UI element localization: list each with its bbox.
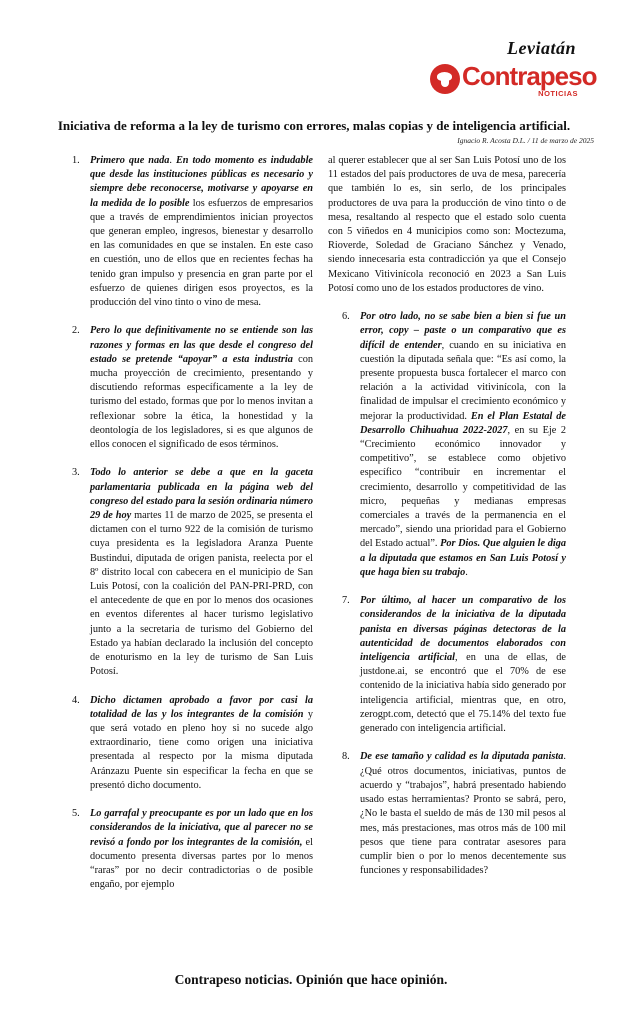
article-byline: Ignacio R. Acosta D.L. / 11 de marzo de 2025 [457, 136, 594, 145]
brand-name: Contrapeso [462, 61, 597, 91]
item-text: . [169, 155, 176, 166]
left-column [58, 154, 313, 907]
item-emphasis: En el Plan Estatal de Desarrollo Chihuahua 2022-2027 [360, 410, 567, 436]
item-text: y que será votado en pleno hoy si no sucede algo extraordinario, tiene como origen una iniciativa presentada al respecto por la misma diputada Aránzazu Puente sin especificar la fecha en que se presentó dicho documento. [90, 708, 313, 791]
item-number: 7. [342, 595, 350, 607]
contrapeso-logo [422, 60, 597, 100]
item-emphasis: Dicho dictamen aprobado a favor por casi la totalidad de las y los integrantes de la comisión [90, 694, 313, 720]
item-text: martes 11 de marzo de 2025, se presenta el dictamen con el turno 922 de la comisión de turismo cuya presidenta es la legisladora Aranza Puente Bustindui, diputada de origen panista, reelecta por el 8º distrito local con cabecera en el municipio de San Luis Potosí, con la coalición del PAN-PRI-PRD, con el antecedente de que en por lo menos dos ocasiones en eventos diferentes al hacer turismo legislativo junto a la secretaria de turismo del Gobierno del Estado ya habían declarado la inclusión del concepto de enoturismo en la ley de turismo de San Luis Potosí. [90, 510, 313, 678]
item-5-continuation [328, 154, 566, 296]
item-text: , en una de ellas, de justdone.ai, se encontró que el 70% de ese contenido de la iniciativa había sido generado por inteligencia artificial, mientras que, en otro, zerogpt.com, detectó que el 75.14% del texto fue generado con inteligencia artificial. [360, 652, 566, 735]
list-item-5 [58, 807, 313, 892]
item-emphasis: Primero que nada [90, 155, 170, 166]
item-number: 4. [72, 694, 80, 706]
list-item-1 [58, 154, 313, 310]
item-number: 5. [72, 808, 80, 820]
footer-slogan: Contrapeso noticias. Opinión que hace opinión. [174, 972, 448, 987]
item-number: 6. [342, 311, 350, 323]
item-number: 3. [72, 467, 80, 479]
list-item-6 [328, 310, 566, 580]
item-text: al querer establecer que al ser San Luis Potosí uno de los 11 estados del país productores de uva de mesa, parecería que también lo es, sin serlo, de los principales productores de uva para la producción de vino tinto o de mesa, resaltando al respecto que el estado solo cuenta con 5 viñedos en 4 municipios como son: Moctezuma, Rioverde, Soledad de Graciano Sánchez y Venado, siendo innecesaria esta contradicción ya que el Consejo Mexicano Vitivinícola reconoció en 2023 a San Luis Potosí como uno de los estados productores de vino. [328, 155, 566, 294]
red-bird-logo-icon [430, 64, 460, 94]
article-title: Iniciativa de reforma a la ley de turismo con errores, malas copias y de inteligencia artificial. [57, 118, 571, 133]
item-emphasis: Todo lo anterior se debe a que en la gaceta parlamentaria publicada en la página web del congreso del estado para la sesión ordinaria número 29 de hoy [90, 467, 313, 522]
item-text: los esfuerzos de empresarios que a través de emprendimientos inician proyectos que generan empleo, ingresos, bienestar y desarrollo en las comunidades en que se instalen. En este caso en cuestión, uno de ellos que en recientes fechas ha tenido gran impulso y presencia en gran parte por el esfuerzo de quienes dirigen esos proyectos, es la producción del vino tinto o vino de mesa. [90, 197, 313, 309]
list-item-4 [58, 694, 313, 793]
item-text: . [465, 566, 468, 578]
list-item-3 [58, 466, 313, 679]
item-text: con mucha proyección de crecimiento, presentando y discutiendo reformas específicamente a la ley de turismo del estado, formas que por lo menos invitan a reflexionar sobre la ética, la honestidad y la deontología de los legisladores, si es que algunos de ellos conocen el significado de esos términos. [90, 353, 313, 451]
item-number: 2. [72, 325, 80, 337]
list-item-8 [328, 750, 566, 878]
item-text: , en su Eje 2 “Crecimiento económico innovador y competitivo”, se establece como objetivo específico “contribuir en incrementar el crecimiento, desarrollo y competitividad de las micro, pequeñas y medianas empresas comerciales a través de la permanencia en el mercado”, siendo una prioridad para el Gobierno del Estado actual”. [360, 424, 566, 550]
list-item-2 [58, 324, 313, 452]
item-text: . ¿Qué otros documentos, iniciativas, puntos de acuerdo y “trabajos”, habrá presentado habiendo usado estas herramientas? Pronto se sabrá, pero, ¿No le basta el sueldo de más de 130 mil pesos al mes, más prestaciones, mas otros más de 100 mil pesos que tiene para contratar asesores para cumplir bien o por lo menos decentemente sus funciones y responsabilidades? [360, 751, 566, 877]
item-number: 1. [72, 155, 80, 166]
item-number: 8. [342, 751, 350, 763]
item-emphasis: En todo momento es indudable que desde las instituciones públicas es necesario y siempre debe reconocerse, motivarse y apoyarse en la medida de lo posible [90, 155, 313, 209]
item-emphasis: Por Dios. Que alguien le diga a la diputada que estamos en San Luis Potosí y que haga bien su trabajo [360, 538, 566, 578]
list-item-7 [328, 594, 566, 736]
brand-subtitle: NOTICIAS [538, 89, 578, 98]
item-emphasis: Lo garrafal y preocupante es por un lado que en los considerandos de la iniciativa, que al parecer no se revisó a fondo por los integrantes de la comisión, [90, 808, 313, 848]
item-emphasis: Por último, al hacer un comparativo de los considerandos de la iniciativa de la diputada panista en diversas páginas detectoras de la autenticidad de documentos elaborados con inteligencia artificial [360, 595, 566, 664]
item-emphasis: Por otro lado, no se sabe bien a bien si fue un error, copy – paste o un comparativo que es difícil de entender [360, 311, 566, 351]
item-text: , cuando en su iniciativa en cuestión la diputada señala que: “Es así como, la presente propuesta busca fortalecer el marco con relación a la actividad vitivinícola, con la finalidad de impulsar el crecimiento económico y mejorar la productividad. [360, 339, 566, 422]
leviatan-logotype: Leviatán [507, 38, 576, 58]
masthead [422, 38, 597, 106]
item-emphasis: Pero lo que definitivamente no se entiende son las razones y formas en las que desde el congreso del estado se pretende “apoyar” a esta industria [90, 325, 313, 365]
item-emphasis: De ese tamaño y calidad es la diputada panista [360, 751, 564, 763]
right-column [328, 154, 566, 893]
item-text: el documento presenta diversas partes por lo menos “raras” por no decir contradictorias o de posible engaño, por ejemplo [90, 836, 313, 891]
